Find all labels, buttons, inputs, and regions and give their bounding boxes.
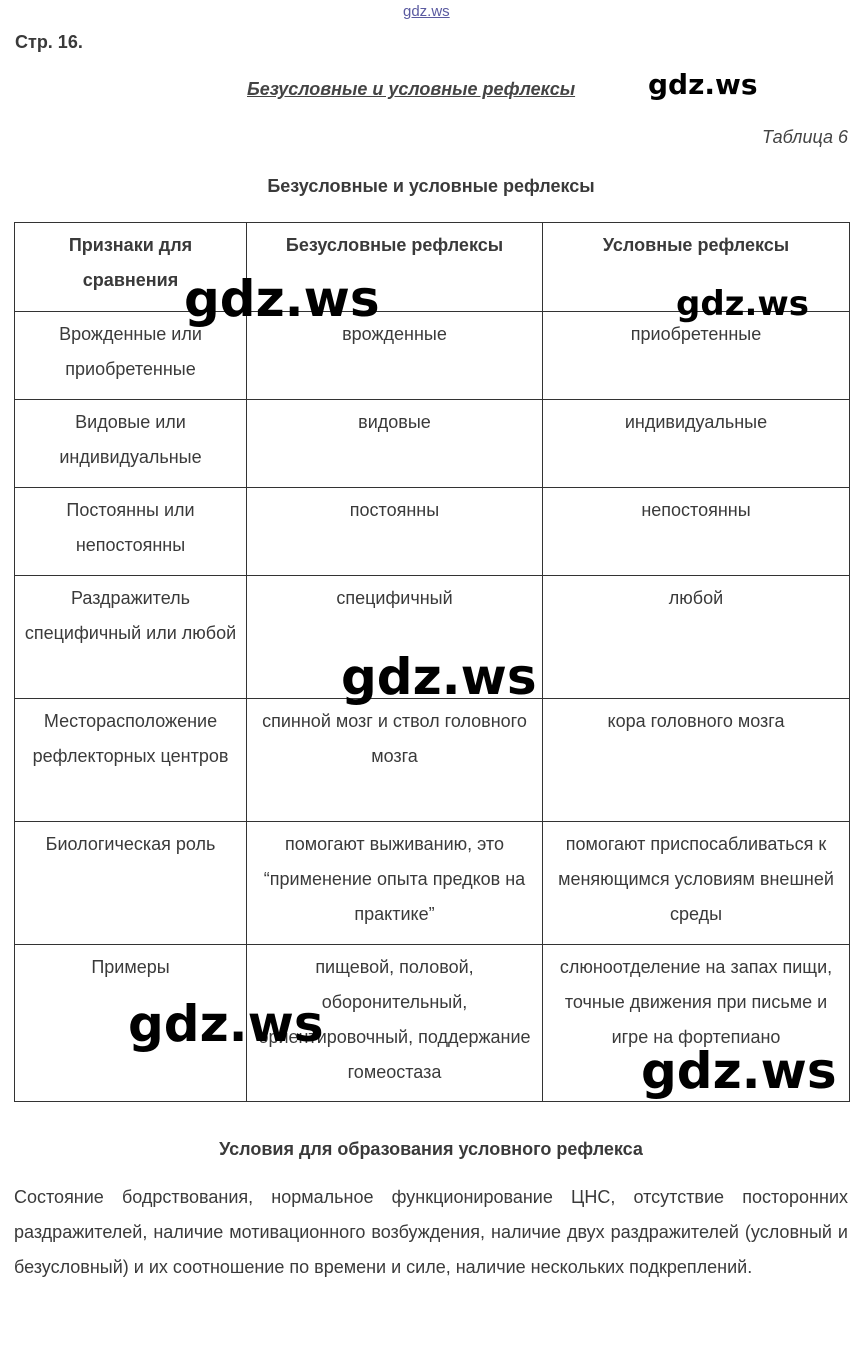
table-cell: Раздражитель специфичный или любой: [15, 576, 247, 699]
table-cell: Видовые или индивидуальные: [15, 400, 247, 488]
table-cell: врожденные: [247, 312, 543, 400]
table-row: [15, 699, 850, 822]
table-row: [15, 400, 850, 488]
table-cell: приобретенные: [543, 312, 850, 400]
watermark: gdz.ws: [341, 648, 537, 706]
table-cell: Биологическая роль: [15, 822, 247, 945]
watermark: gdz.ws: [648, 68, 758, 101]
table-title: Безусловные и условные рефлексы: [267, 176, 595, 196]
section-heading: Безусловные и условные рефлексы: [247, 79, 576, 99]
table-cell: Постоянны или непостоянны: [15, 488, 247, 576]
table-cell: кора головного мозга: [543, 699, 850, 822]
watermark: gdz.ws: [184, 270, 380, 328]
table-cell: специфичный: [247, 576, 543, 699]
table-cell: помогают приспосабливаться к меняющимся условиям внешней среды: [543, 822, 850, 945]
watermark: gdz.ws: [641, 1042, 837, 1100]
conditions-paragraph: Состояние бодрствования, нормальное функционирование ЦНС, отсутствие посторонних раздражителей, наличие мотивационного возбуждения, наличие двух раздражителей (условный и безусловный) и их соотношение по времени и силе, наличие нескольких подкреплений.: [14, 1187, 848, 1277]
header-cell: Безусловные рефлексы: [247, 223, 543, 312]
header-cell: Признаки для сравнения: [15, 223, 247, 312]
top-watermark-link[interactable]: gdz.ws: [403, 3, 450, 20]
watermark: gdz.ws: [128, 995, 324, 1053]
table-cell: Месторасположение рефлекторных центров: [15, 699, 247, 822]
table-cell: спинной мозг и ствол головного мозга: [247, 699, 543, 822]
table-cell: видовые: [247, 400, 543, 488]
table-cell: Примеры: [15, 945, 247, 1102]
conditions-title: Условия для образования условного рефлекса: [219, 1139, 643, 1159]
page-number: Стр. 16.: [15, 32, 83, 52]
header-cell: Условные рефлексы: [543, 223, 850, 312]
watermark: gdz.ws: [676, 284, 810, 324]
table-cell: непостоянны: [543, 488, 850, 576]
table-cell: индивидуальные: [543, 400, 850, 488]
table-row: [15, 822, 850, 945]
table-cell: слюноотделение на запах пищи, точные движения при письме и игре на фортепиано: [543, 945, 850, 1102]
table-cell: помогают выживанию, это “применение опыта предков на практике”: [247, 822, 543, 945]
table-row: [15, 488, 850, 576]
table-cell: пищевой, половой, оборонительный, ориентировочный, поддержание гомеостаза: [247, 945, 543, 1102]
table-cell: постоянны: [247, 488, 543, 576]
table-cell: Врожденные или приобретенные: [15, 312, 247, 400]
table-row: [15, 312, 850, 400]
table-cell: любой: [543, 576, 850, 699]
table-label: Таблица 6: [761, 127, 848, 147]
